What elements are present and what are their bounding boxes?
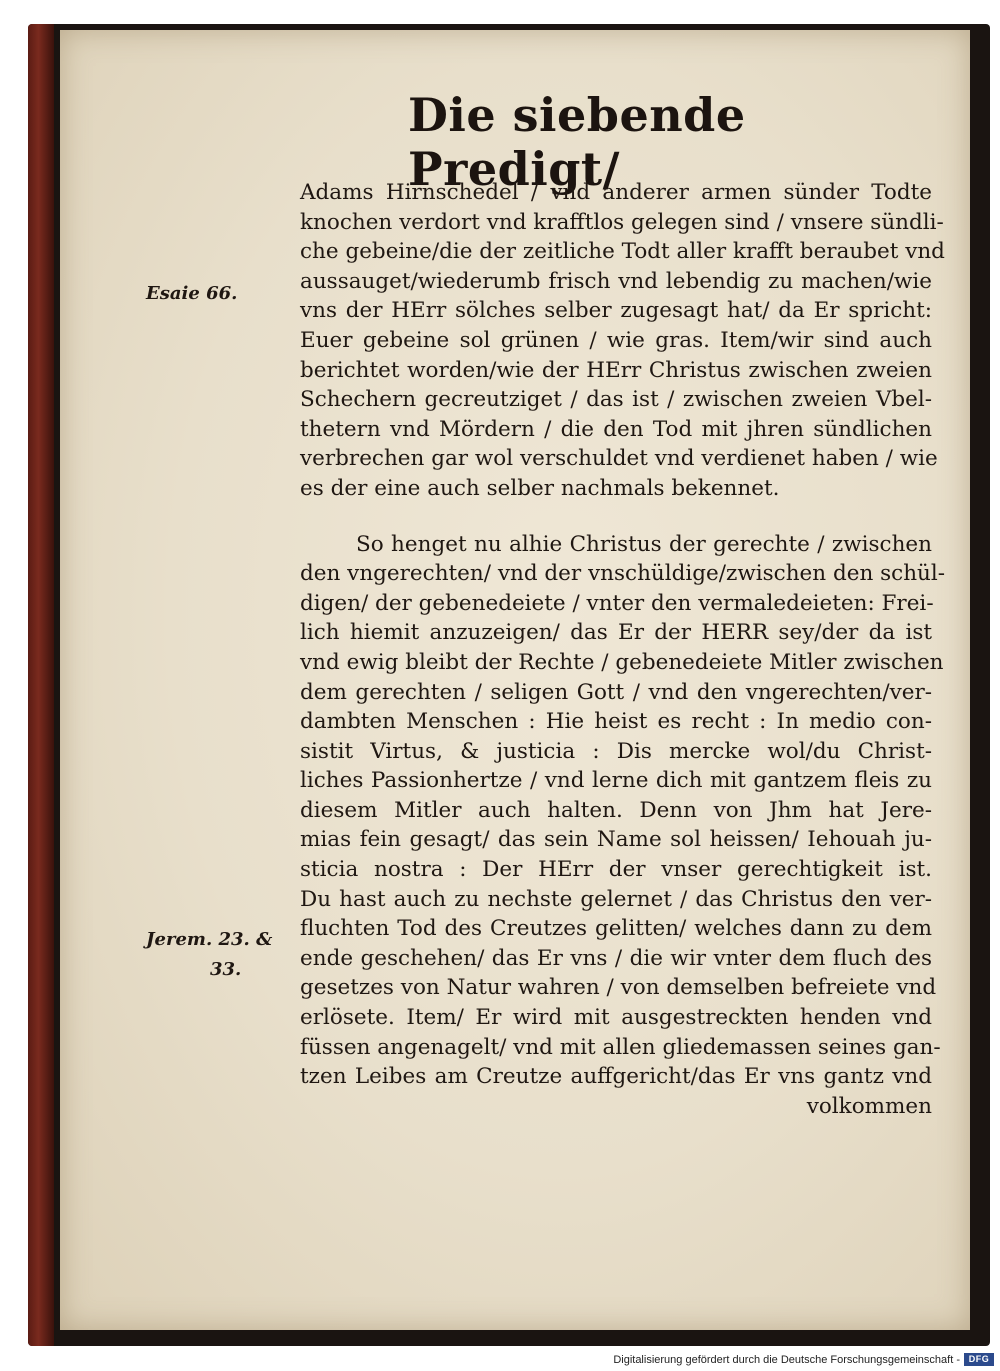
text-line: lich hiemit anzuzeigen/ das Er der HERR sey/der da ist bbox=[300, 620, 932, 646]
margin-note-jeremiah-cont: 33. bbox=[210, 959, 242, 980]
dfg-credit: Digitalisierung gefördert durch die Deutsche Forschungsgemeinschaft - bbox=[613, 1354, 960, 1366]
text-line: diesem Mitler auch halten. Denn von Jhm hat Jere- bbox=[300, 797, 932, 823]
text-line: erlösete. Item/ Er wird mit ausgestreckten henden vnd bbox=[300, 1005, 932, 1031]
text-line: dem gerechten / seligen Gott / vnd den vngerechten/ver- bbox=[300, 679, 932, 705]
paragraph-2 bbox=[300, 530, 946, 1092]
text-line: digen/ der gebenedeiete / vnter den vermaledeieten: Frei- bbox=[300, 590, 934, 616]
text-line: es der eine auch selber nachmals bekennet. bbox=[300, 475, 780, 501]
running-head: Die siebende Predigt/ bbox=[408, 88, 746, 196]
text-line: knochen verdort vnd krafftlos gelegen sind / vnsere sündli- bbox=[300, 209, 944, 235]
text-line: Adams Hirnschedel / vnd anderer armen sünder Todte bbox=[300, 180, 932, 205]
text-line: liches Passionhertze / vnd lerne dich mit gantzem fleis zu bbox=[300, 768, 932, 794]
book-cover-edge bbox=[28, 24, 54, 1346]
margin-note-jeremiah: Jerem. 23. & bbox=[146, 929, 273, 950]
dfg-logo-icon: DFG bbox=[964, 1353, 994, 1366]
paragraph-1 bbox=[300, 178, 945, 504]
text-line: aussauget/wiederumb frisch vnd lebendig zu machen/wie bbox=[300, 268, 932, 294]
text-line: gesetzes von Natur wahren / von demselben befreiete vnd bbox=[300, 975, 937, 1001]
text-line: verbrechen gar wol verschuldet vnd verdienet haben / wie bbox=[300, 446, 938, 472]
text-line: che gebeine/die der zeitliche Todt aller krafft beraubet vnd bbox=[300, 239, 945, 265]
text-line: Schechern gecreutziget / das ist / zwischen zweien Vbel- bbox=[300, 387, 932, 413]
text-line: Du hast auch zu nechste gelernet / das Christus den ver- bbox=[300, 886, 932, 912]
text-line: füssen angenagelt/ vnd mit allen gliedemassen seines gan- bbox=[300, 1034, 941, 1060]
catchword: volkommen bbox=[806, 1093, 932, 1119]
paragraph-gap bbox=[300, 504, 932, 530]
margin-note-esaie: Esaie 66. bbox=[146, 283, 238, 304]
text-line: berichtet worden/wie der HErr Christus zwischen zweien bbox=[300, 357, 932, 383]
text-line: sticia nostra : Der HErr der vnser gerechtigkeit ist. bbox=[300, 857, 932, 883]
text-line: dambten Menschen : Hie heist es recht : In medio con- bbox=[300, 709, 932, 735]
text-line: den vngerechten/ vnd der vnschüldige/zwischen den schül- bbox=[300, 561, 946, 587]
text-line: thetern vnd Mördern / die den Tod mit jhren sündlichen bbox=[300, 416, 932, 442]
text-line: ende geschehen/ das Er vns / die wir vnter dem fluch des bbox=[300, 945, 932, 971]
text-line: Euer gebeine sol grünen / wie gras. Item/wir sind auch bbox=[300, 327, 932, 353]
body-text bbox=[300, 178, 946, 1121]
text-line: fluchten Tod des Creutzes gelitten/ welches dann zu dem bbox=[300, 916, 932, 942]
text-line: So henget nu alhie Christus der gerechte / zwischen bbox=[356, 531, 932, 557]
text-line: sistit Virtus, & justicia : Dis mercke wol/du Christ- bbox=[300, 738, 932, 764]
book-page bbox=[60, 30, 970, 1330]
text-line: mias fein gesagt/ das sein Name sol heissen/ Iehouah ju- bbox=[300, 827, 932, 853]
text-line: vnd ewig bleibt der Rechte / gebenedeiete Mitler zwischen bbox=[300, 649, 944, 675]
text-line: vns der HErr sölches selber zugesagt hat/ da Er spricht: bbox=[300, 298, 932, 324]
text-line: tzen Leibes am Creutze auffgericht/das Er vns gantz vnd bbox=[300, 1064, 932, 1090]
